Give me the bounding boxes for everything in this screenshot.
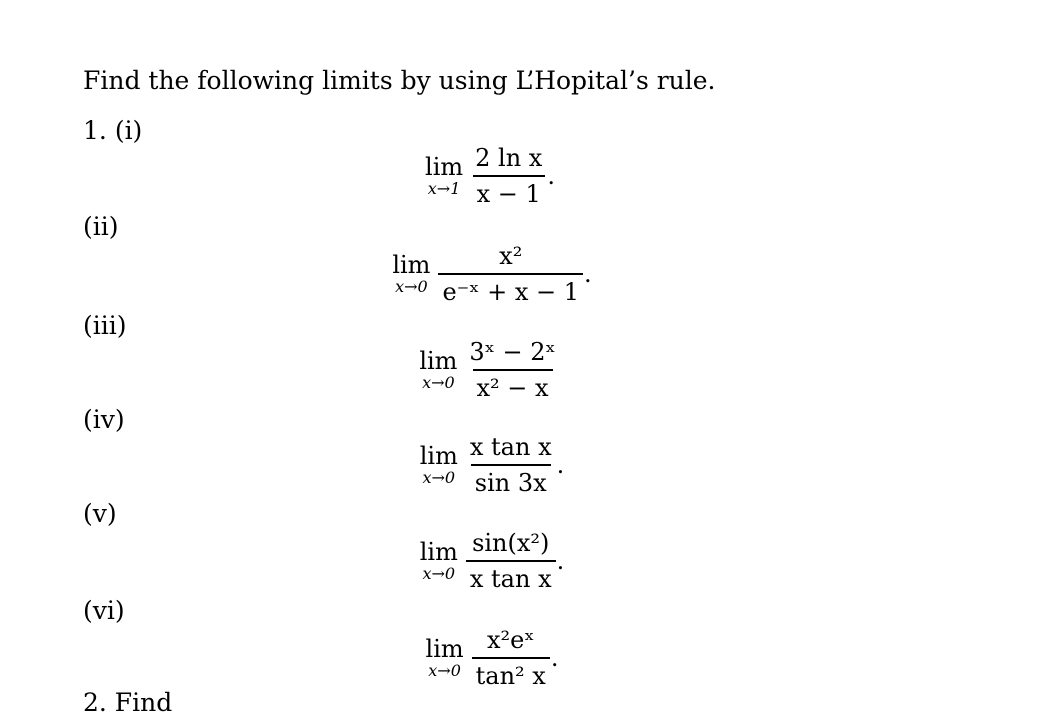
numerator: x²eˣ — [486, 626, 535, 654]
numerator: x tan x — [469, 433, 552, 461]
denominator: x − 1 — [473, 175, 545, 208]
equation-iii: lim x→0 $\frac{\text{3ˣ − 2ˣ}}{\text{x² − x}}$ — [0, 338, 990, 402]
numerator: 2 ln x — [475, 144, 543, 172]
problem-number: 1. — [83, 116, 107, 145]
equation-ii: lim x→0 $\frac{\text{x²}}{\text{e⁻ˣ + x − 1}}$ . — [392, 242, 592, 306]
equation-vi: lim x→0 $\frac{\text{x²eˣ}}{\text{tan² x}}$ . — [425, 626, 559, 690]
fraction — [438, 242, 583, 306]
denominator: sin 3x — [471, 464, 551, 497]
part-label-v: (v) — [83, 499, 117, 528]
fraction — [472, 626, 550, 690]
fraction — [465, 338, 559, 402]
part-label-ii: (ii) — [83, 212, 119, 241]
lim-subscript: x→0 — [422, 468, 456, 487]
part-label-iii: (iii) — [83, 311, 127, 340]
equation-i: lim x→1 $\frac{\text{2 ln x}}{x - 1}$ . — [425, 144, 555, 208]
lim-subscript: x→1 — [427, 179, 461, 198]
lim-subscript: x→0 — [428, 661, 461, 680]
numerator: sin(x²) — [472, 529, 550, 557]
next-problem-partial: 2. Find — [83, 688, 173, 717]
lim-subscript: x→0 — [422, 564, 456, 583]
lim-subscript: x→0 — [395, 277, 428, 296]
fraction — [466, 529, 556, 593]
equation-iv: lim x→0 $\frac{\text{x tan x}}{\sin 3x}$ . — [419, 433, 565, 497]
equation-v: lim x→0 $\frac{\text{sin(x²)}}{\text{x tan x}}$ . — [419, 529, 565, 593]
instructions: Find the following limits by using L’Hopital’s rule. — [83, 66, 716, 95]
lim-subscript: x→0 — [422, 373, 455, 392]
fraction — [471, 144, 546, 208]
denominator: e⁻ˣ + x − 1 — [438, 273, 583, 306]
part-label-i: (i) — [114, 116, 143, 145]
numerator: x² — [499, 242, 523, 270]
denominator: x² − x — [473, 369, 553, 402]
denominator: x tan x — [466, 560, 556, 593]
numerator: 3ˣ − 2ˣ — [469, 338, 556, 366]
fraction — [466, 433, 556, 497]
problem-1-label — [83, 116, 142, 145]
denominator: tan² x — [472, 657, 550, 690]
part-label-iv: (iv) — [83, 405, 125, 434]
part-label-vi: (vi) — [83, 596, 125, 625]
